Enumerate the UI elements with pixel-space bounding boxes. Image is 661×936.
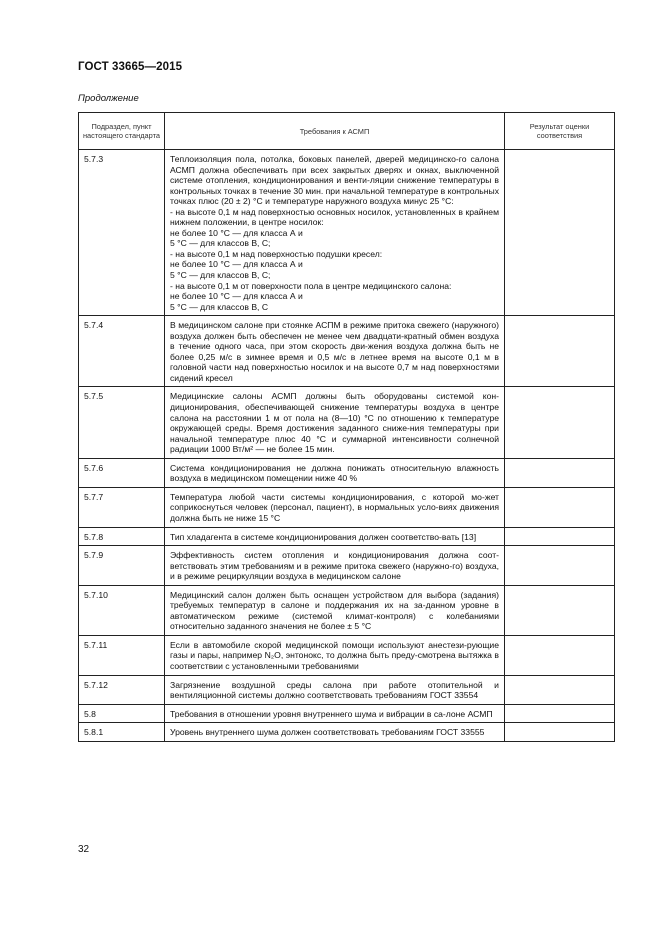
column-header-subsection: Подраздел, пункт настоящего стандарта xyxy=(79,113,165,150)
requirement-cell: Тип хладагента в системе кондиционирования должен соответство-вать [13] xyxy=(165,527,505,546)
table-row xyxy=(79,704,615,723)
requirement-cell: Система кондиционирования не должна понижать относительную влажность воздуха в медицинском помещении ниже 40 % xyxy=(165,458,505,487)
result-cell xyxy=(505,546,615,586)
subsection-cell: 5.7.10 xyxy=(79,585,165,635)
requirements-table xyxy=(78,112,615,742)
subsection-cell: 5.7.9 xyxy=(79,546,165,586)
requirement-cell: Эффективность систем отопления и кондиционирования должна соот-ветствовать этим требованиям и в режиме притока свежего (наружно-го) воздуха, и в режиме рециркуляции воздуха в медицинском салоне xyxy=(165,546,505,586)
requirement-cell: Теплоизоляция пола, потолка, боковых панелей, дверей медицинско-го салона АСМП должна обеспечивать при всех закрытых дверях и окнах, выключенной системе отопления, кондиционирования и венти-ляции снижение температуры в контрольных точках в течение 30 мин. при начальной температуре в контрольных точках плюс (20 ± 2) °С и температуре наружного воздуха минус 25 °С: - на высоте 0,1 м над поверхностью основных носилок, установленных в крайнем нижнем положении, в центре носилок: не более 10 °С — для класса А и 5 °С — для классов В, С; - на высоте 0,1 м над поверхностью подушки кресел: не более 10 °С — для класса А и 5 °С — для классов В, С; - на высоте 0,1 м от поверхности пола в центре медицинского салона: не более 10 °С — для класса А и 5 °С — для классов В, С xyxy=(165,150,505,316)
result-cell xyxy=(505,387,615,458)
table-row xyxy=(79,723,615,742)
table-row xyxy=(79,487,615,527)
result-cell xyxy=(505,458,615,487)
subsection-cell: 5.7.4 xyxy=(79,316,165,387)
continuation-label: Продолжение xyxy=(78,93,139,104)
subsection-cell: 5.7.3 xyxy=(79,150,165,316)
table-row xyxy=(79,458,615,487)
requirement-cell: Требования в отношении уровня внутреннего шума и вибрации в са-лоне АСМП xyxy=(165,704,505,723)
subsection-cell: 5.7.5 xyxy=(79,387,165,458)
table-row xyxy=(79,527,615,546)
column-header-requirements: Требования к АСМП xyxy=(165,113,505,150)
result-cell xyxy=(505,704,615,723)
subsection-cell: 5.7.7 xyxy=(79,487,165,527)
column-header-result: Результат оценки соответствия xyxy=(505,113,615,150)
table-header-row xyxy=(79,113,615,150)
table-row xyxy=(79,387,615,458)
result-cell xyxy=(505,316,615,387)
subsection-cell: 5.7.6 xyxy=(79,458,165,487)
requirement-cell: Уровень внутреннего шума должен соответствовать требованиям ГОСТ 33555 xyxy=(165,723,505,742)
table-row xyxy=(79,316,615,387)
result-cell xyxy=(505,527,615,546)
result-cell xyxy=(505,723,615,742)
subsection-cell: 5.7.12 xyxy=(79,675,165,704)
subsection-cell: 5.8 xyxy=(79,704,165,723)
requirement-cell: Температура любой части системы кондиционирования, с которой мо-жет соприкоснуться человек (персонал, пациент), в нормальных усло-виях движения должна быть не ниже 15 °С xyxy=(165,487,505,527)
subsection-cell: 5.7.11 xyxy=(79,635,165,675)
result-cell xyxy=(505,675,615,704)
requirement-cell: Если в автомобиле скорой медицинской помощи используют анестези-рующие газы и пары, например N₂O, энтонокс, то должна быть преду-смотрена вытяжка в соответствии с установленными требованиями xyxy=(165,635,505,675)
result-cell xyxy=(505,635,615,675)
requirement-cell: Загрязнение воздушной среды салона при работе отопительной и вентиляционной системы должно соответствовать требованиям ГОСТ 33554 xyxy=(165,675,505,704)
page-number: 32 xyxy=(78,844,90,855)
requirement-cell: Медицинские салоны АСМП должны быть оборудованы системой кон-диционирования, обеспечивающей снижение температуры воздуха в центре салона на расстоянии 1 м от пола на (8—10) °С по отношению к температуре окружающей среды. Время достижения заданного сниже-ния температуры при начальной температуре плюс 40 °С и суммарной интенсивности солнечной радиации 1000 Вт/м² — не более 15 мин. xyxy=(165,387,505,458)
table-row xyxy=(79,546,615,586)
result-cell xyxy=(505,150,615,316)
subsection-cell: 5.8.1 xyxy=(79,723,165,742)
requirement-cell: В медицинском салоне при стоянке АСПМ в режиме притока свежего (наружного) воздуха должен быть обеспечен не менее чем двадцати-кратный обмен воздуха в течение одного часа, при этом скорость дви-жения воздуха должна быть не более 0,25 м/с в зимнее время и 0,5 м/с в летнее время на высоте 0,1 м в головной части над поверхностью носилок и на высоте 0,7 м над поверхностями сидений кресел xyxy=(165,316,505,387)
result-cell xyxy=(505,585,615,635)
table-row xyxy=(79,585,615,635)
result-cell xyxy=(505,487,615,527)
table-row xyxy=(79,675,615,704)
subsection-cell: 5.7.8 xyxy=(79,527,165,546)
table-row xyxy=(79,635,615,675)
document-title: ГОСТ 33665—2015 xyxy=(78,61,183,73)
requirement-cell: Медицинский салон должен быть оснащен устройством для выбора (задания) требуемых температур в салоне и поддержания их на за-данном уровне в автоматическом режиме (системой климат-контроля) с колебаниями относительно заданного значения не более ± 5 °С xyxy=(165,585,505,635)
table-row xyxy=(79,150,615,316)
